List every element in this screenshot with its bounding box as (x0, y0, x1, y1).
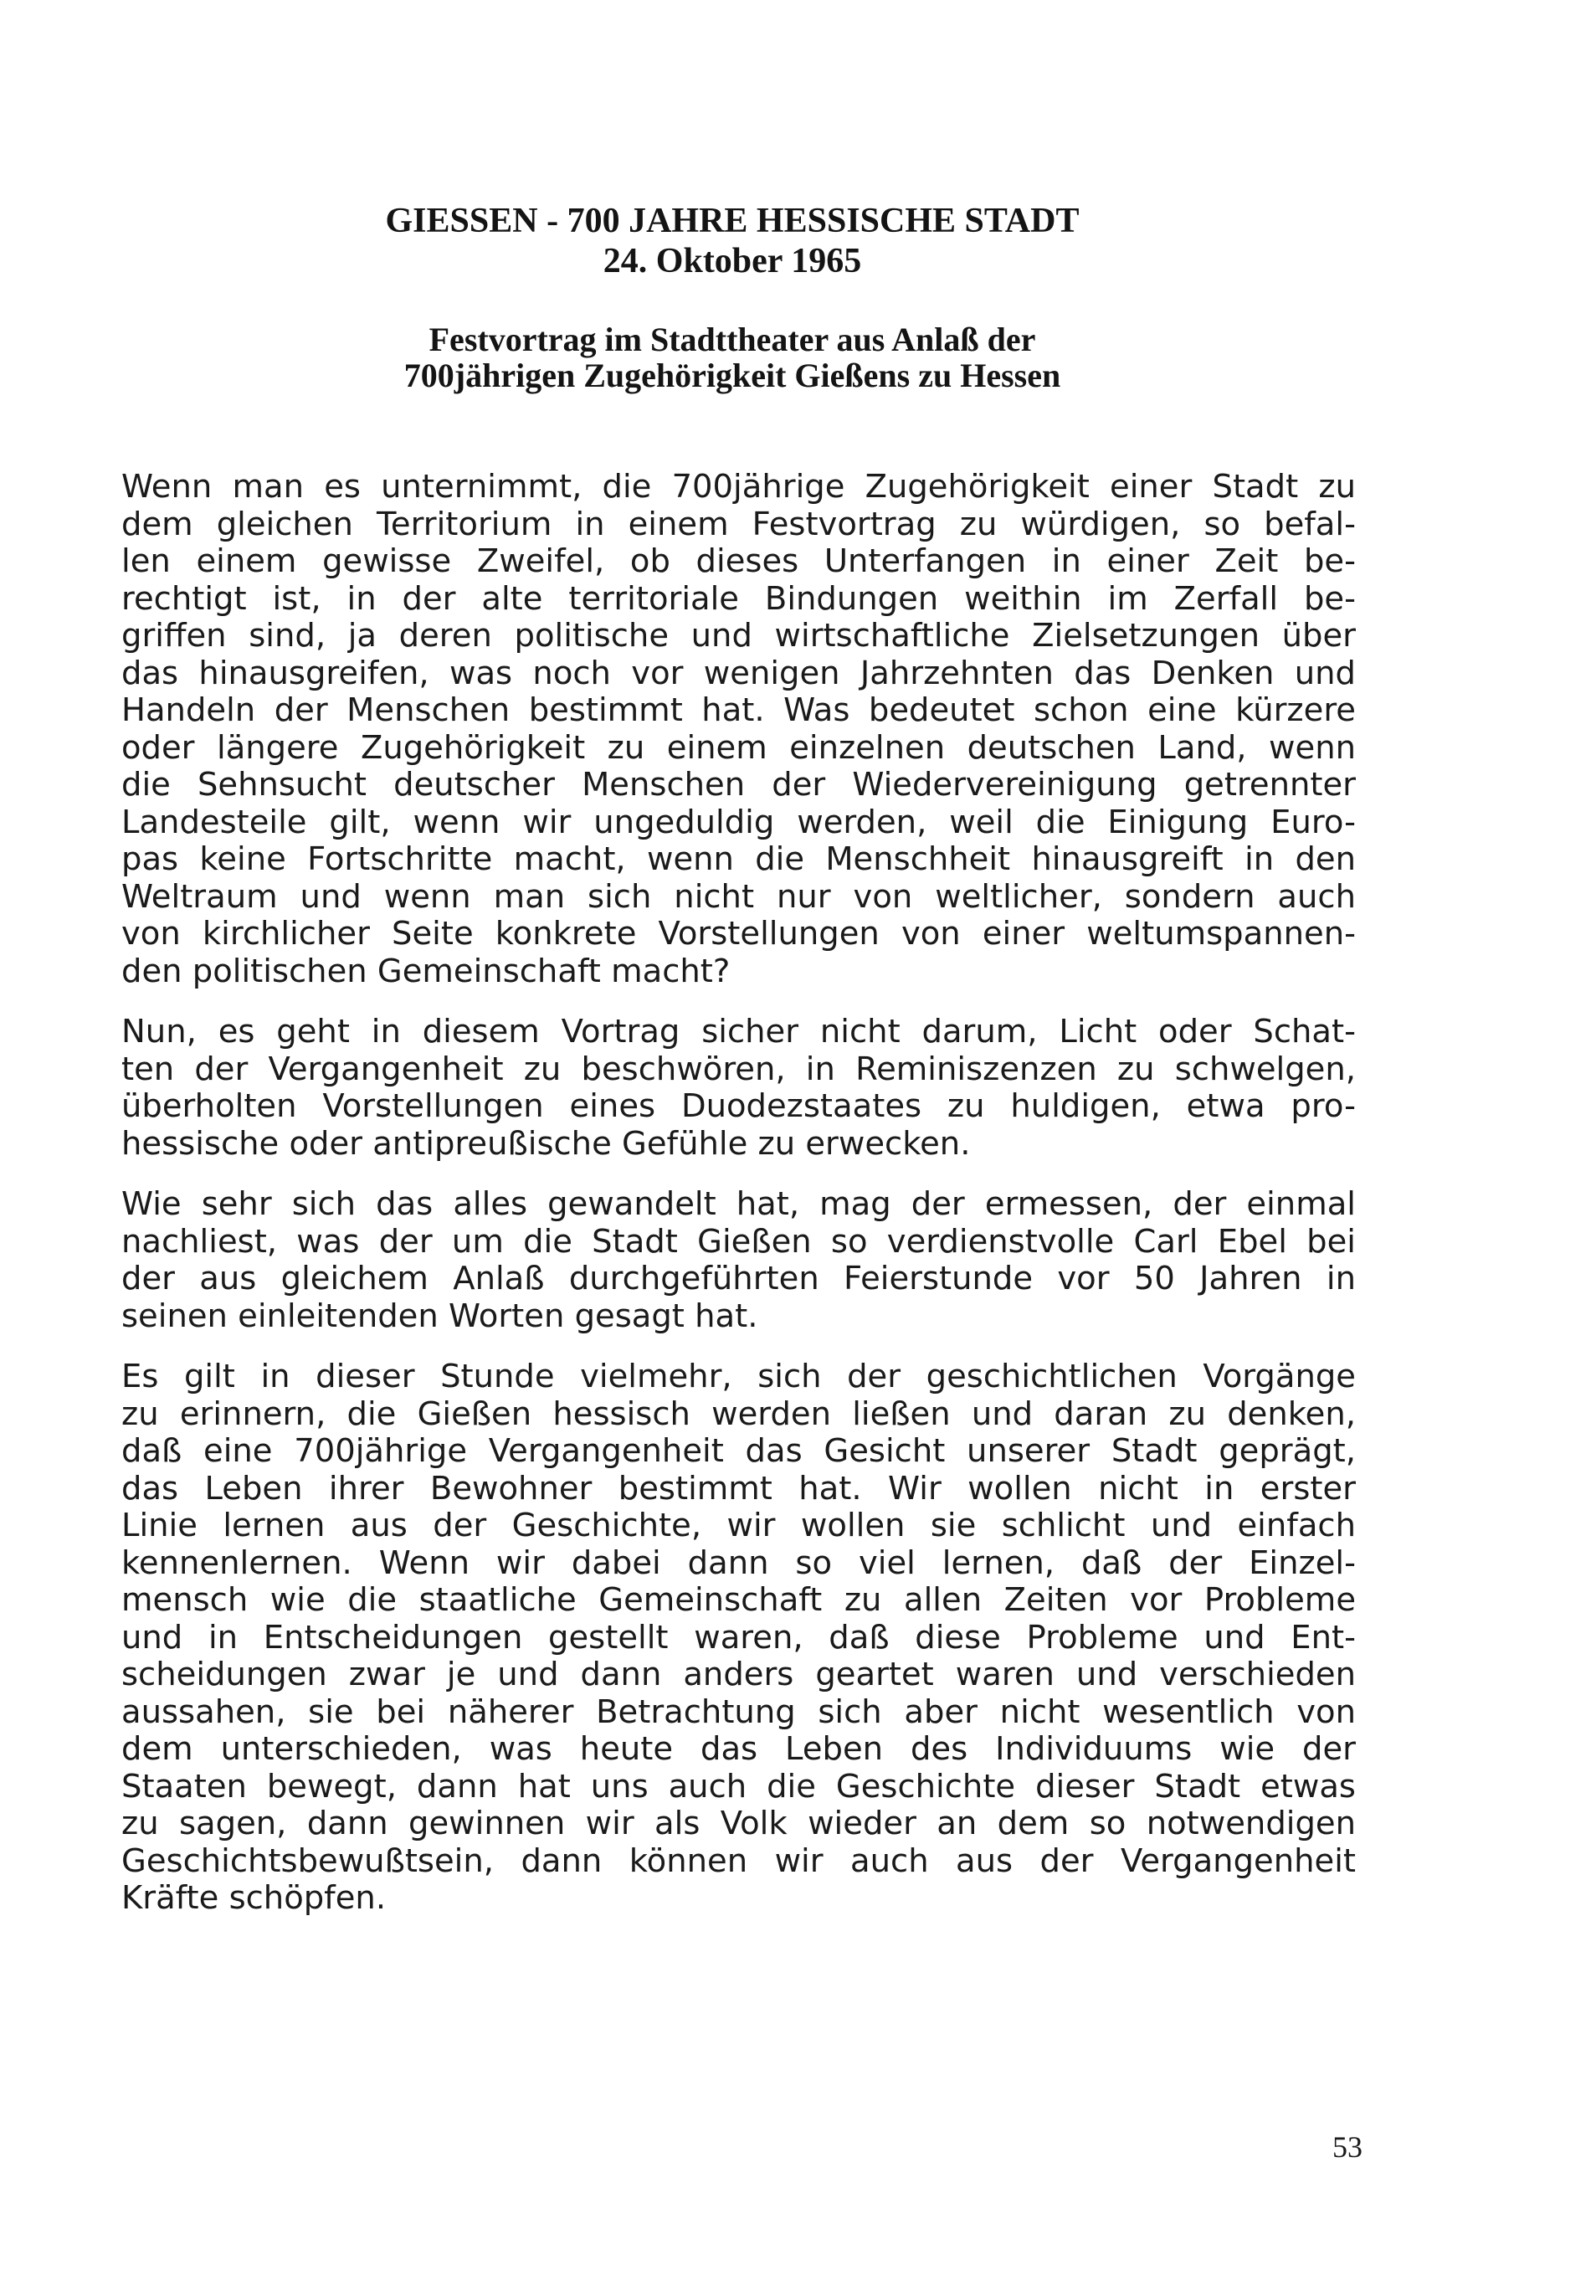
text-line: und in Entscheidungen gestellt waren, daß diese Probleme und Ent- (121, 1618, 1356, 1657)
text-line: oder längere Zugehörigkeit zu einem einzelnen deutschen Land, wenn (121, 728, 1356, 767)
text-line: Es gilt in dieser Stunde vielmehr, sich der geschichtlichen Vorgänge (121, 1358, 1356, 1395)
paragraph (121, 1014, 1356, 1163)
text-line: scheidungen zwar je und dann anders geartet waren und verschieden (121, 1656, 1356, 1693)
document-subtitle-line-1: Festvortrag im Stadttheater aus Anlaß der (429, 321, 1036, 358)
text-line: dem gleichen Territorium in einem Festvortrag zu würdigen, so befal- (121, 505, 1356, 543)
text-line: überholten Vorstellungen eines Duodezstaates zu huldigen, etwa pro- (121, 1087, 1356, 1125)
text-line: hessische oder antipreußische Gefühle zu erwecken. (121, 1124, 971, 1163)
text-line: Wie sehr sich das alles gewandelt hat, mag der ermessen, der einmal (121, 1185, 1356, 1223)
text-line: mensch wie die staatliche Gemeinschaft zu allen Zeiten vor Probleme (121, 1581, 1356, 1619)
page-number: 53 (1332, 2130, 1363, 2164)
text-line: pas keine Fortschritte macht, wenn die Menschheit hinausgreift in den (121, 840, 1356, 878)
text-line: zu sagen, dann gewinnen wir als Volk wieder an dem so notwendigen (121, 1805, 1356, 1842)
text-line: len einem gewisse Zweifel, ob dieses Unterfangen in einer Zeit be- (121, 542, 1356, 580)
text-line: rechtigt ist, in der alte territoriale Bindungen weithin im Zerfall be- (121, 579, 1356, 618)
text-line: Staaten bewegt, dann hat uns auch die Geschichte dieser Stadt etwas (121, 1767, 1356, 1805)
document-subtitle-line-2: 700jährigen Zugehörigkeit Gießens zu Hessen (403, 357, 1061, 394)
text-line: der aus gleichem Anlaß durchgeführten Feierstunde vor 50 Jahren in (121, 1260, 1356, 1297)
text-line: Weltraum und wenn man sich nicht nur von weltlicher, sondern auch (121, 877, 1356, 916)
document-title: GIESSEN - 700 JAHRE HESSISCHE STADT (385, 202, 1080, 240)
paragraph (121, 1186, 1356, 1335)
text-line: die Sehnsucht deutscher Menschen der Wiedervereinigung getrennter (121, 766, 1356, 804)
text-line: Handeln der Menschen bestimmt hat. Was bedeutet schon eine kürzere (121, 691, 1356, 729)
paragraph (121, 469, 1356, 990)
text-line: Landesteile gilt, wenn wir ungeduldig werden, weil die Einigung Euro- (121, 803, 1356, 841)
text-line: Nun, es geht in diesem Vortrag sicher nicht darum, Licht oder Schat- (121, 1013, 1356, 1050)
text-line: aussahen, sie bei näherer Betrachtung sich aber nicht wesentlich von (121, 1692, 1356, 1731)
text-line: daß eine 700jährige Vergangenheit das Gesicht unserer Stadt geprägt, (121, 1432, 1356, 1470)
text-line: kennenlernen. Wenn wir dabei dann so viel lernen, daß der Einzel- (121, 1544, 1356, 1582)
text-line: seinen einleitenden Worten gesagt hat. (121, 1297, 758, 1335)
text-line: Kräfte schöpfen. (121, 1879, 387, 1917)
text-line: Wenn man es unternimmt, die 700jährige Zugehörigkeit einer Stadt zu (121, 468, 1356, 506)
text-line: Geschichtsbewußtsein, dann können wir auch aus der Vergangenheit (121, 1841, 1356, 1880)
text-line: das hinausgreifen, was noch vor wenigen Jahrzehnten das Denken und (121, 654, 1356, 692)
text-line: den politischen Gemeinschaft macht? (121, 952, 731, 990)
text-line: Linie lernen aus der Geschichte, wir wollen sie schlicht und einfach (121, 1507, 1356, 1544)
text-line: nachliest, was der um die Stadt Gießen so verdienstvolle Carl Ebel bei (121, 1222, 1356, 1261)
body-text (121, 469, 1356, 1941)
text-line: griffen sind, ja deren politische und wirtschaftliche Zielsetzungen über (121, 617, 1356, 655)
text-line: zu erinnern, die Gießen hessisch werden ließen und daran zu denken, (121, 1395, 1356, 1433)
text-line: dem unterschieden, was heute das Leben des Individuums wie der (121, 1730, 1356, 1768)
text-line: von kirchlicher Seite konkrete Vorstellungen von einer weltumspannen- (121, 915, 1356, 953)
paragraph (121, 1359, 1356, 1918)
text-line: ten der Vergangenheit zu beschwören, in Reminiszenzen zu schwelgen, (121, 1050, 1356, 1088)
text-line: das Leben ihrer Bewohner bestimmt hat. Wir wollen nicht in erster (121, 1469, 1356, 1508)
document-date: 24. Oktober 1965 (603, 242, 862, 280)
